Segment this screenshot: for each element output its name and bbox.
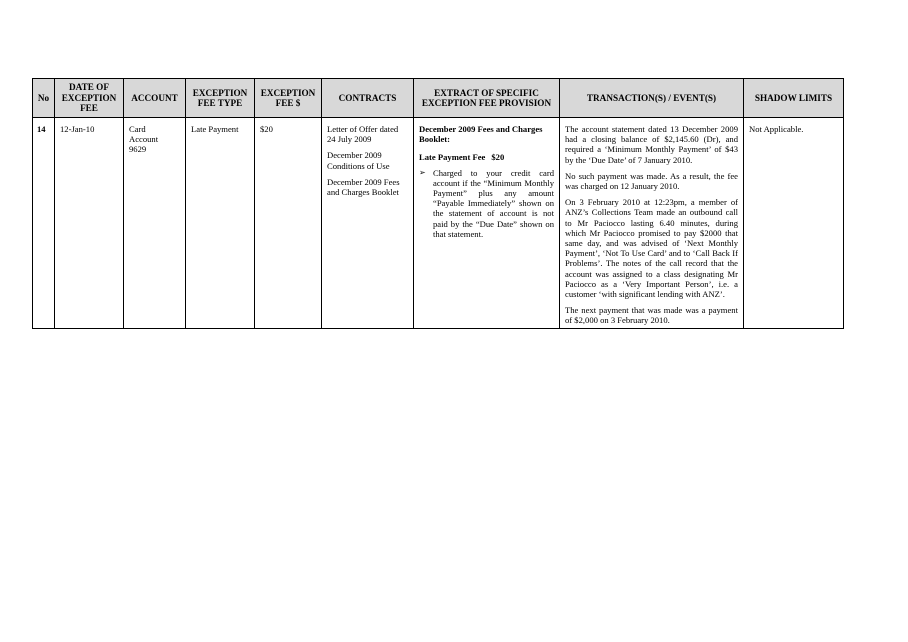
account-line: Account [129,134,159,145]
header-shadow-limits: SHADOW LIMITS [744,79,844,118]
header-fee-type: EXCEPTION FEE TYPE [186,79,255,118]
cell-contracts [322,118,414,329]
cell-extract [414,118,560,329]
table-row [33,118,844,329]
cell-account [124,118,186,329]
extract-bullet-text: Charged to your credit card account if the “Minimum Monthly Payment” plus any amount “Payable Immediately” shown on the statement of account is not paid by the “Due Date” shown on that statement. [433,167,554,239]
header-extract: EXTRACT OF SPECIFIC EXCEPTION FEE PROVISION [414,79,560,118]
cell-no: 14 [33,118,55,329]
extract-booklet-title: December 2009 Fees and Charges Booklet: [419,124,543,145]
cell-fee-type: Late Payment [186,118,255,329]
header-account: ACCOUNT [124,79,186,118]
header-transactions: TRANSACTION(S) / EVENT(S) [560,79,744,118]
account-line: Card [129,124,146,134]
cell-fee-amount: $20 [255,118,322,329]
transaction-paragraph: No such payment was made. As a result, the fee was charged on 12 January 2010. [565,170,738,192]
header-row [33,79,844,118]
contract-item: Letter of Offer dated 24 July 2009 [327,124,399,145]
transaction-paragraph: The next payment that was made was a payment of $2,000 on 3 February 2010. [565,305,738,326]
contract-item: December 2009 Fees and Charges Booklet [327,176,400,198]
transaction-paragraph: On 3 February 2010 at 12:23pm, a member of ANZ’s Collections Team made an outbound call to Mr Paciocco lasting 6.40 minutes, during which Mr Paciocco promised to pay $2000 that same day, and was advised of ‘Next Monthly Payment’, ‘Not To Use Card’ and to ‘Call Back If Problems’. The notes of the call record that the account was assigned to a class designating Mr Paciocco as a ‘Very Important Person’, i.e. a customer ‘with significant lending with ANZ’. [565,197,738,300]
header-no: No [33,79,55,118]
extract-bullet [419,168,554,239]
cell-date: 12-Jan-10 [55,118,124,329]
header-fee-amount: EXCEPTION FEE $ [255,79,322,118]
arrow-bullet-icon: ➢ [419,167,426,177]
cell-transactions [560,118,744,329]
account-line: 9629 [129,144,147,155]
header-contracts: CONTRACTS [322,79,414,118]
extract-fee-amount: $20 [491,152,505,163]
contract-item: December 2009 Conditions of Use [327,150,390,171]
exception-fee-table [32,78,844,329]
header-date: DATE OF EXCEPTION FEE [55,79,124,118]
extract-fee-line [419,152,554,162]
cell-shadow-limits: Not Applicable. [744,118,844,329]
extract-fee-label: Late Payment Fee [419,152,486,163]
transaction-paragraph: The account statement dated 13 December 2009 had a closing balance of $2,145.60 (Dr), and required a ‘Minimum Monthly Payment’ of $43 by the ‘Due Date’ of 7 January 2010. [565,124,738,165]
